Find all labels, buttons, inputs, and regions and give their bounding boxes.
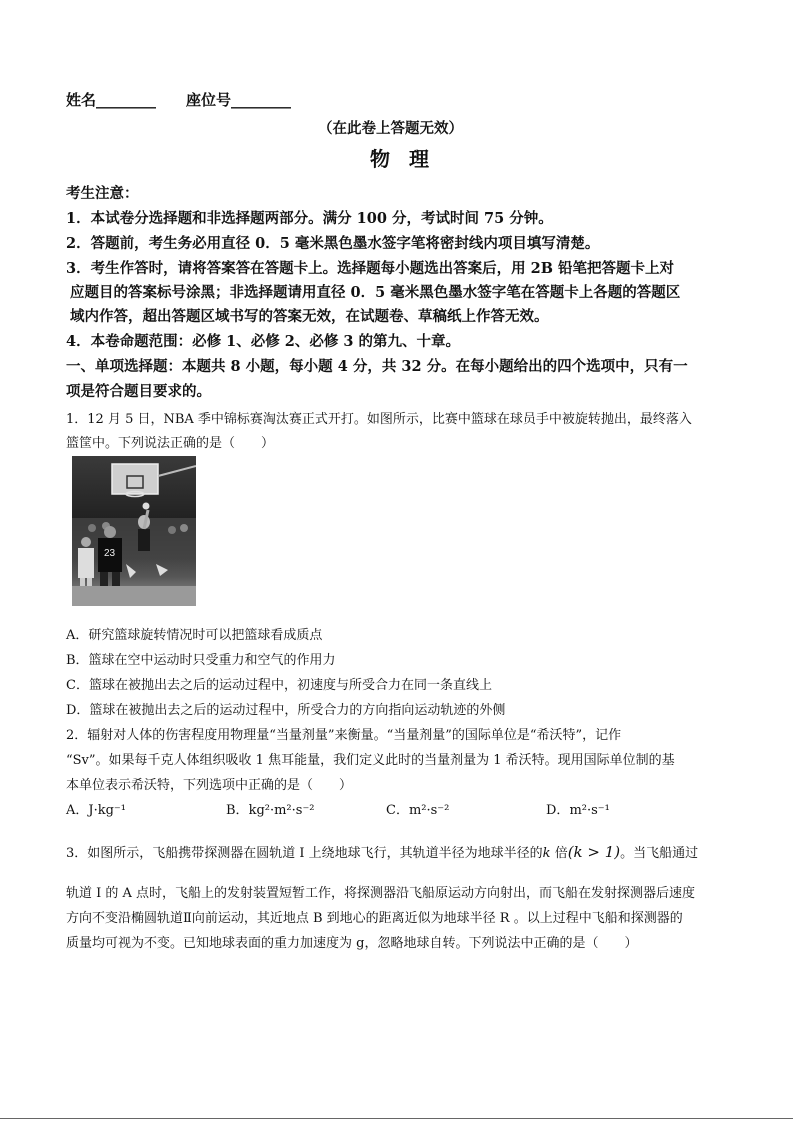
section-1-heading-cont: 项是符合题目要求的。 [66, 383, 211, 400]
q3-stem-line-1-end: 。当飞船通过 [620, 846, 699, 861]
q3-stem-line-2: 轨道 I 的 A 点时，飞船上的发射装置短暂工作，将探测器沿飞船原运动方向射出，而飞船在发射探测器后速度 [66, 886, 696, 901]
q2-option-d-label: D． [546, 803, 570, 818]
jersey-number: 23 [104, 548, 116, 559]
q1-option-c: C．篮球在被抛出去之后的运动过程中，初速度与所受合力在同一条直线上 [66, 678, 492, 693]
q2-stem-line-3: 本单位表示希沃特，下列选项中正确的是（ ） [66, 778, 353, 793]
q3-stem-line-4: 质量均可视为不变。已知地球表面的重力加速度为 g，忽略地球自转。下列说法中正确的是（ ） [66, 936, 638, 951]
basketball-photo [72, 456, 196, 606]
q2-option-b-expr: kg²·m²·s⁻² [248, 803, 315, 818]
page-title: 物 理 [370, 147, 435, 171]
q3-k-condition: (k > 1) [567, 843, 621, 861]
q2-option-a-expr: J·kg⁻¹ [88, 803, 127, 818]
q1-option-d: D．篮球在被抛出去之后的运动过程中，所受合力的方向指向运动轨迹的外侧 [66, 703, 506, 718]
name-field-label: 姓名________ [66, 91, 157, 109]
q3-k-symbol: k [542, 846, 551, 861]
q3-stem-line-3: 方向不变沿椭圆轨道Ⅱ向前运动，其近地点 B 到地心的距离近似为地球半径 R 。以上过程中飞船和探测器的 [66, 911, 683, 926]
notice-item-2: 2．答题前，考生务必用直径 0．5 毫米黑色墨水签字笔将密封线内项目填写清楚。 [66, 235, 600, 252]
q3-bei: 倍 [550, 846, 568, 861]
invalid-note: （在此卷上答题无效） [318, 120, 463, 137]
section-1-heading: 一、单项选择题：本题共 8 小题，每小题 4 分，共 32 分。在每小题给出的四个选项中，只有一 [66, 358, 688, 375]
q2-option-c-expr: m²·s⁻² [408, 803, 450, 818]
q2-stem-line-1: 2．辐射对人体的伤害程度用物理量“当量剂量”来衡量。“当量剂量”的国际单位是“希沃特”，记作 [66, 728, 622, 743]
q2-option-b-label: B． [226, 803, 249, 818]
q2-stem-line-2: “Sv”。如果每千克人体组织吸收 1 焦耳能量，我们定义此时的当量剂量为 1 希沃特。现用国际单位制的基 [66, 753, 675, 768]
notice-heading: 考生注意： [66, 185, 139, 202]
q2-option-a [66, 799, 126, 818]
notice-item-1: 1．本试卷分选择题和非选择题两部分。满分 100 分，考试时间 75 分钟。 [66, 210, 553, 227]
q1-stem-line-1: 1．12 月 5 日，NBA 季中锦标赛淘汰赛正式开打。如图所示，比赛中篮球在球员手中被旋转抛出，最终落入 [66, 412, 692, 427]
notice-item-3-cont-2: 域内作答，超出答题区域书写的答案无效，在试题卷、草稿纸上作答无效。 [70, 308, 549, 325]
q1-option-a: A．研究篮球旋转情况时可以把篮球看成质点 [66, 628, 323, 643]
q1-option-b: B．篮球在空中运动时只受重力和空气的作用力 [66, 653, 336, 668]
q1-stem-line-2: 篮筐中。下列说法正确的是（ ） [66, 436, 275, 451]
q2-option-b [226, 799, 315, 818]
notice-item-3-cont-1: 应题目的答案标号涂黑；非选择题请用直径 0．5 毫米黑色墨水签字笔在答题卡上各题的答题区 [70, 284, 681, 301]
q2-option-c [386, 799, 449, 818]
notice-item-4: 4．本卷命题范围：必修 1、必修 2、必修 3 的第九、十章。 [66, 333, 461, 350]
q3-stem-line-1-text: 3．如图所示，飞船携带探测器在圆轨道 I 上绕地球飞行，其轨道半径为地球半径的 [66, 846, 543, 861]
notice-item-3: 3．考生作答时，请将答案答在答题卡上。选择题每小题选出答案后，用 2B 铅笔把答题卡上对 [66, 260, 675, 277]
q3-stem-line-1 [66, 842, 698, 861]
page-bottom-rule [0, 1118, 793, 1119]
q2-option-c-label: C． [386, 803, 409, 818]
basketball-scene-svg [72, 456, 196, 606]
q2-option-d-expr: m²·s⁻¹ [569, 803, 610, 818]
q2-option-a-label: A． [66, 803, 89, 818]
q2-option-d [546, 799, 610, 818]
seat-field-label: 座位号________ [186, 91, 292, 109]
